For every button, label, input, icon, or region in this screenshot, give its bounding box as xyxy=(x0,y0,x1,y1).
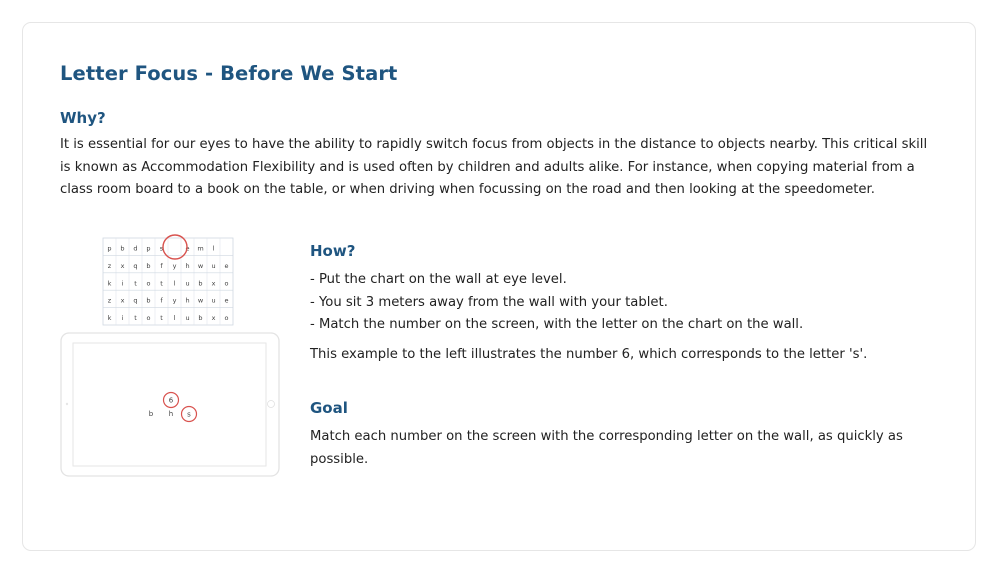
chart-letter: h xyxy=(185,261,190,270)
chart-letter: t xyxy=(134,279,137,288)
chart-letter: d xyxy=(133,244,138,253)
chart-letter: s xyxy=(159,244,164,253)
why-heading: Why? xyxy=(60,109,106,127)
letter-chart xyxy=(103,235,233,325)
tablet-number: 6 xyxy=(168,396,174,405)
chart-letter: o xyxy=(146,314,151,323)
chart-letter: i xyxy=(121,314,124,323)
how-steps-list xyxy=(310,269,950,337)
chart-letter: k xyxy=(107,314,112,323)
chart-letter: t xyxy=(160,314,163,323)
chart-letter: u xyxy=(185,314,190,323)
chart-letter: t xyxy=(134,314,137,323)
tablet xyxy=(61,333,279,476)
chart-letter: e xyxy=(185,244,190,253)
chart-letter: l xyxy=(173,314,176,323)
chart-letter: q xyxy=(133,296,138,305)
tablet-letter-s: s xyxy=(187,410,191,419)
chart-letter: o xyxy=(224,314,229,323)
chart-letter: f xyxy=(160,261,163,270)
chart-letter: u xyxy=(211,296,216,305)
chart-letter: y xyxy=(172,261,177,270)
chart-letter: x xyxy=(211,314,216,323)
why-text: It is essential for our eyes to have the ability to rapidly switch focus from objects in the distance to objects nearby. This critical skill is known as Accommodation Flexibility and is used often by children and adults alike. For instance, when copying material from a class room board to a book on the table, or when driving when focussing on the road and then looking at the speedometer. xyxy=(60,137,928,197)
how-step: - Match the number on the screen, with the letter on the chart on the wall. xyxy=(310,317,804,332)
chart-letter: o xyxy=(146,279,151,288)
chart-letter: w xyxy=(197,261,204,270)
chart-letter: b xyxy=(198,279,203,288)
chart-letter: x xyxy=(120,261,125,270)
goal-text: Match each number on the screen with the corresponding letter on the wall, as quickly as possible. xyxy=(310,429,903,467)
tablet-letter-b: b xyxy=(148,410,154,418)
chart-letter: t xyxy=(160,279,163,288)
how-heading: How? xyxy=(310,242,356,260)
chart-letter: b xyxy=(120,244,125,253)
chart-letter: z xyxy=(107,296,112,305)
chart-letter: l xyxy=(173,279,176,288)
how-example-text: This example to the left illustrates the number 6, which corresponds to the letter 's'. xyxy=(310,347,868,362)
chart-letter: i xyxy=(121,279,124,288)
chart-letter: m xyxy=(197,244,204,253)
chart-letter: e xyxy=(224,261,229,270)
chart-letter: y xyxy=(172,296,177,305)
chart-letter: q xyxy=(133,261,138,270)
goal-heading: Goal xyxy=(310,399,348,417)
chart-letter: u xyxy=(185,279,190,288)
how-step: - Put the chart on the wall at eye level. xyxy=(310,272,567,287)
chart-letter: b xyxy=(146,261,151,270)
chart-letter: p xyxy=(107,244,112,253)
tablet-camera xyxy=(66,403,68,405)
chart-letter: x xyxy=(211,279,216,288)
chart-letter: l xyxy=(212,244,215,253)
chart-letter: b xyxy=(198,314,203,323)
chart-and-tablet-illustration xyxy=(58,232,283,480)
chart-letter: w xyxy=(197,296,204,305)
chart-letter: k xyxy=(107,279,112,288)
chart-letter: e xyxy=(224,296,229,305)
chart-letter: o xyxy=(224,279,229,288)
chart-letter: z xyxy=(107,261,112,270)
chart-letter: x xyxy=(120,296,125,305)
chart-letter: u xyxy=(211,261,216,270)
chart-letter: f xyxy=(160,296,163,305)
tablet-letter-h: h xyxy=(168,410,174,418)
chart-letter: h xyxy=(185,296,190,305)
chart-letter: p xyxy=(146,244,151,253)
chart-letter: b xyxy=(146,296,151,305)
how-step: - You sit 3 meters away from the wall with your tablet. xyxy=(310,294,668,310)
page-title: Letter Focus - Before We Start xyxy=(60,62,398,85)
